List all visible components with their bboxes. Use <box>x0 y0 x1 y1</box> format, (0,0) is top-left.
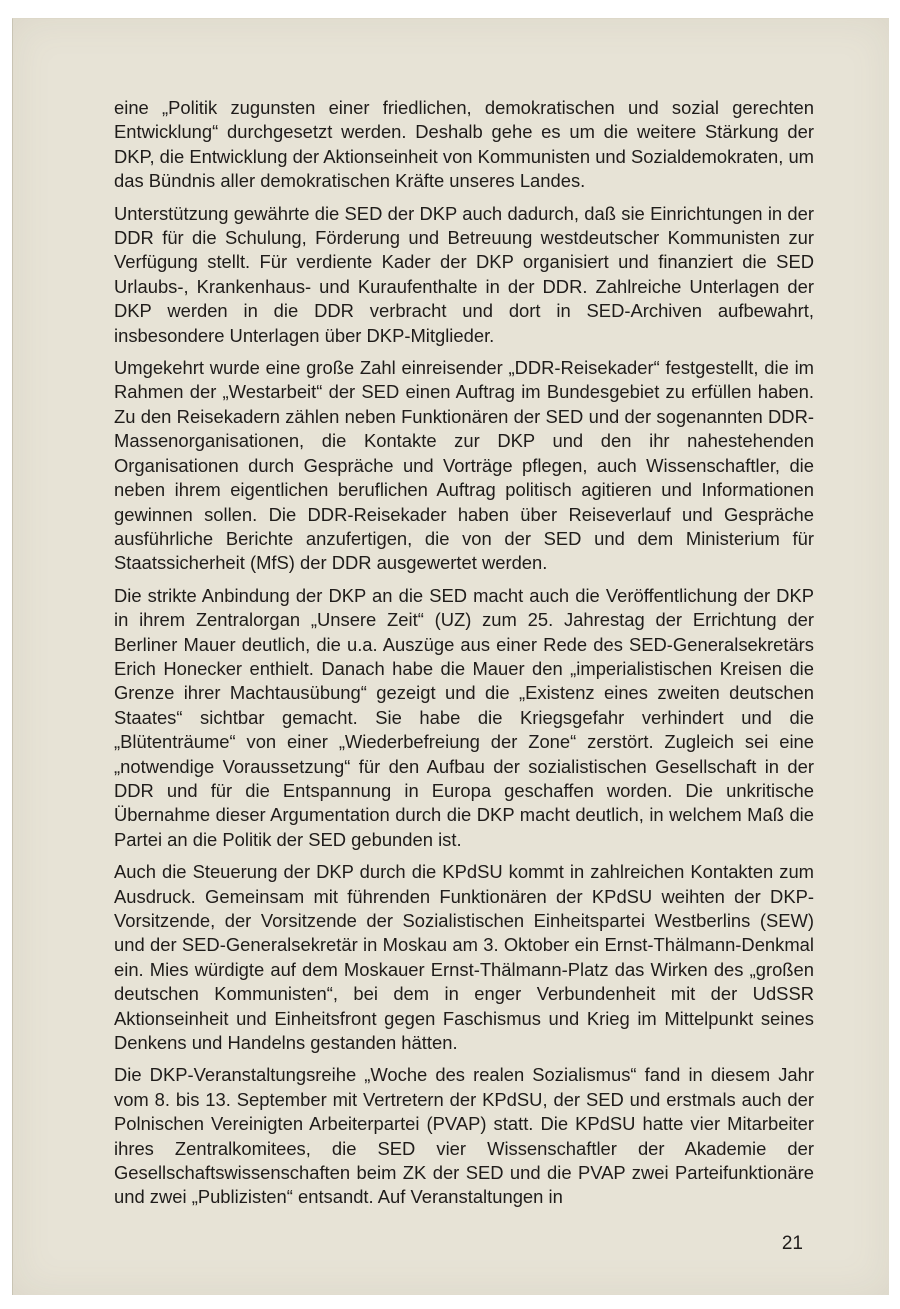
document-page <box>12 18 889 1295</box>
paragraph-2: Unterstützung gewährte die SED der DKP auch dadurch, daß sie Einrichtungen in der DDR für die Schulung, Förderung und Betreuung westdeutscher Kommunisten zur Verfügung stellt. Für verdiente Kader der DKP organisiert und finanziert die SED Urlaubs-, Krankenhaus- und Kuraufenthalte in der DDR. Zahlreiche Unterlagen der DKP werden in die DDR verbracht und dort in SED-Archiven aufbewahrt, insbesondere Unterlagen über DKP-Mitglieder. <box>114 202 814 346</box>
paragraph-5: Auch die Steuerung der DKP durch die KPdSU kommt in zahlreichen Kontakten zum Ausdruck. Gemeinsam mit führenden Funktionären der KPdSU weihten der DKP-Vorsitzende, der Vorsitzende der Sozialistischen Einheitspartei Westberlins (SEW) und der SED-Generalsekretär in Moskau am 3. Oktober ein Ernst-Thälmann-Denkmal ein. Mies würdigte auf dem Moskauer Ernst-Thälmann-Platz das Wirken des „großen deutschen Kommunisten“, bei dem in enger Verbundenheit mit der UdSSR Aktionseinheit und Einheitsfront gegen Faschismus und Krieg im Mittelpunkt seines Denkens und Handelns gestanden hätten. <box>114 861 814 1054</box>
paragraph-3: Umgekehrt wurde eine große Zahl einreisender „DDR-Reisekader“ festgestellt, die im Rahmen der „Westarbeit“ der SED einen Auftrag im Bundesgebiet zu erfüllen haben. Zu den Reisekadern zählen neben Funktionären der SED und der sogenannten DDR-Massenorganisationen, die Kontakte zur DKP und den ihr nahestehenden Organisationen durch Gespräche und Vorträge pflegen, auch Wissenschaftler, die neben ihrem eigentlichen beruflichen Auftrag politisch agitieren und Informationen gewinnen sollen. Die DDR-Reisekader haben über Reiseverlauf und Gespräche ausführliche Berichte anzufertigen, die von der SED und dem Ministerium für Staatssicherheit (MfS) der DDR ausgewertet werden. <box>114 357 814 574</box>
paragraph-1: eine „Politik zugunsten einer friedlichen, demokratischen und sozial gerechten Entwicklung“ durchgesetzt werden. Deshalb gehe es um die weitere Stärkung der DKP, die Entwicklung der Aktionseinheit von Kommunisten und Sozialdemokraten, um das Bündnis aller demokratischen Kräfte unseres Landes. <box>114 97 814 192</box>
page-number: 21 <box>781 1233 803 1254</box>
paragraph-6: Die DKP-Veranstaltungsreihe „Woche des realen Sozialismus“ fand in diesem Jahr vom 8. bis 13. September mit Vertretern der KPdSU, der SED und erstmals auch der Polnischen Vereinigten Arbeiterpartei (PVAP) statt. Die KPdSU hatte vier Mitarbeiter ihres Zentralkomitees, die SED vier Wissenschaftler der Akademie der Gesellschaftswissenschaften beim ZK der SED und die PVAP zwei Parteifunktionäre und zwei „Publizisten“ entsandt. Auf Veranstaltungen in <box>114 1064 814 1208</box>
paragraph-4: Die strikte Anbindung der DKP an die SED macht auch die Veröffentlichung der DKP in ihrem Zentralorgan „Unsere Zeit“ (UZ) zum 25. Jahrestag der Errichtung der Berliner Mauer deutlich, die u.a. Auszüge aus einer Rede des SED-Generalsekretärs Erich Honecker enthielt. Danach habe die Mauer den „imperialistischen Kreisen die Grenze ihrer Machtausübung“ gezeigt und die „Existenz eines zweiten deutschen Staates“ sichtbar gemacht. Sie habe die Kriegsgefahr verhindert und die „Blütenträume“ von einer „Wiederbefreiung der Zone“ zerstört. Zugleich sei eine „notwendige Voraussetzung“ für den Aufbau der sozialistischen Gesellschaft in der DDR und für die Entspannung in Europa geschaffen worden. Die unkritische Übernahme dieser Argumentation durch die DKP macht deutlich, in welchem Maß die Partei an die Politik der SED gebunden ist. <box>114 584 814 850</box>
body-text <box>114 96 814 1218</box>
